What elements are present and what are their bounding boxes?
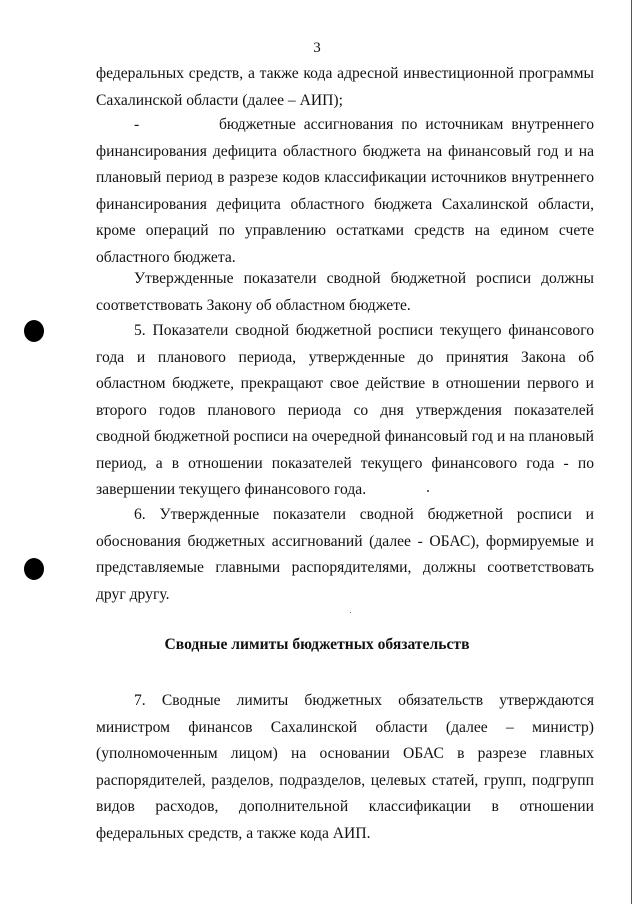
paragraph-approved-indicators	[96, 266, 594, 319]
scan-speck	[350, 612, 351, 613]
paragraph-text: 5. Показатели сводной бюджетной росписи текущего финансового года и планового периода, утвержденные до принятия Закона об областном бюджете, прекращают свое действие в отношении первого и второго годов планового периода со дня утверждения показателей сводной бюджетной росписи на очередной финансовый год и на плановый период, а в отношении показателей текущего финансового года - по завершении текущего финансового года.	[96, 322, 594, 498]
scan-speck	[427, 490, 429, 492]
paragraph-continuation	[96, 61, 594, 114]
paragraph-item-6	[96, 502, 594, 608]
paragraph-text: - бюджетные ассигнования по источникам внутреннего финансирования дефицита областного бюджета на финансовый год и на плановый период в разрезе кодов классификации источников внутреннего финансирования дефицита областного бюджета Сахалинской области, кроме операций по управлению остатками средств на едином счете областного бюджета.	[96, 116, 598, 266]
punch-hole-mark	[24, 320, 44, 342]
paragraph-list-item	[96, 112, 598, 271]
page-edge	[631, 0, 632, 904]
paragraph-item-5	[96, 318, 594, 504]
page-number: 3	[313, 40, 321, 56]
paragraph-text: 7. Сводные лимиты бюджетных обязательств утверждаются министром финансов Сахалинской области (далее – министр) (уполномоченным лицом) на основании ОБАС в разрезе главных распорядителей, разделов, подразделов, целевых статей, групп, подгрупп видов расходов, дополнительной классификации в отношении федеральных средств, а также кода АИП.	[96, 692, 594, 842]
paragraph-text: 6. Утвержденные показатели сводной бюджетной росписи и обоснования бюджетных ассигнований (далее - ОБАС), формируемые и представляемые главными распорядителями, должны соответствовать друг другу.	[96, 506, 594, 603]
section-heading: Сводные лимиты бюджетных обязательств	[164, 636, 470, 653]
paragraph-text: Утвержденные показатели сводной бюджетной росписи должны соответствовать Закону об областном бюджете.	[96, 270, 594, 314]
paragraph-text: федеральных средств, а также кода адресной инвестиционной программы Сахалинской области (далее – АИП);	[96, 65, 594, 109]
paragraph-item-7	[96, 688, 594, 847]
punch-hole-mark	[24, 558, 44, 580]
